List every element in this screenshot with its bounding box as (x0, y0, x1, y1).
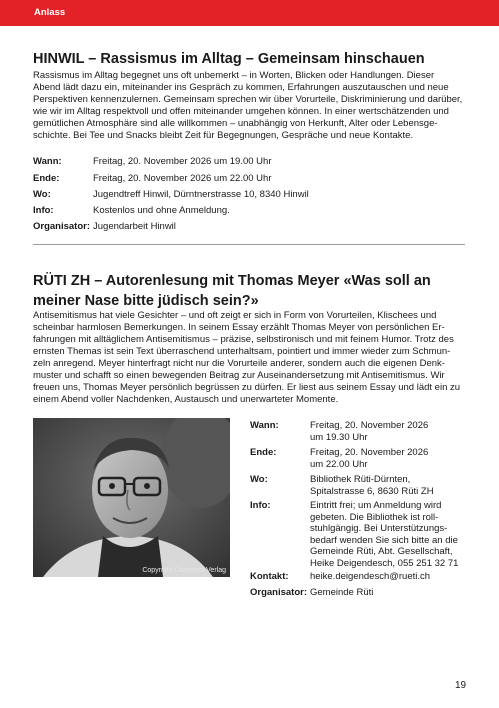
page-number: 19 (455, 680, 467, 691)
detail-line: Gemeinde Rüti, Abt. Gesellschaft, (310, 546, 453, 557)
detail-value (310, 571, 470, 583)
description-line: gemütlichen Atmosphäre sind alle willkommen – unabhängig von Herkunft, Alter oder Lebensge- (33, 118, 438, 129)
event-2-title: RÜTI ZH – Autorenlesung mit Thomas Meyer «Was soll an meiner Nase bitte jüdisch sein?» (33, 273, 431, 309)
detail-line: stuhlgängig. Bei Unterstützungs- (310, 523, 448, 534)
section-header-bar (0, 0, 499, 26)
event-1-description (33, 70, 469, 142)
detail-label: Kontakt: (250, 571, 289, 582)
photo-credit: Copyright Diogenes-Verlag (142, 567, 226, 574)
detail-line: Heike Deigendesch, 055 251 32 71 (310, 557, 459, 569)
detail-label: Ende: (250, 447, 277, 458)
description-line: einem Abend voller Nachdenken, Austausch und unerwarteter Momente. (33, 394, 339, 405)
detail-line: Spitalstrasse 6, 8630 Rüti ZH (310, 485, 434, 497)
detail-label: Wann: (33, 156, 62, 167)
author-photo (33, 418, 230, 577)
detail-label: Wann: (250, 420, 279, 431)
description-line: schichte. Bei Tee und Snacks bleibt Zeit für Begegnungen, Gespräche und neue Kontakte. (33, 130, 414, 141)
description-line: freuen uns, Thomas Meyer persönlich begrüssen zu dürfen. Er liest aus seinem Essay und lädt ein zu (33, 382, 461, 393)
detail-line: Freitag, 20. November 2026 (310, 447, 429, 458)
detail-label: Organisator: (250, 587, 308, 598)
detail-label: Ende: (33, 173, 60, 184)
detail-value: Jugendarbeit Hinwil (93, 221, 176, 232)
description-line: wie wir im Alltag respektvoll und offen miteinander umgehen können. In einer wertschätzenden und (33, 106, 449, 117)
section-divider (33, 244, 465, 245)
detail-label: Wo: (250, 474, 268, 485)
event-2-description (33, 310, 469, 406)
detail-line: Gemeinde Rüti (310, 587, 374, 598)
description-line: fahrungen mit alltäglichem Antisemitismus – präzise, selbstironisch und mit feinem Humor. Trotz des (33, 334, 454, 345)
contact-email[interactable]: heike.deigendesch@rueti.ch (310, 571, 431, 582)
author-portrait-illustration (33, 418, 230, 577)
event-1-title: HINWIL – Rassismus im Alltag – Gemeinsam hinschauen (33, 51, 425, 67)
detail-label: Info: (250, 500, 271, 511)
detail-line: Freitag, 20. November 2026 (310, 420, 429, 431)
detail-line: Bibliothek Rüti-Dürnten, (310, 474, 411, 485)
description-line: Rassismus im Alltag begegnet uns oft unbemerkt – in Worten, Blicken oder Handlungen. Dieser (33, 70, 435, 81)
detail-line: Eintritt frei; um Anmeldung wird (310, 500, 442, 511)
detail-value (310, 500, 470, 569)
section-label: Anlass (34, 7, 66, 18)
description-line: muster und schafft so einen bewegenden Beitrag zur Auseinandersetzung mit Antisemitismus. Wir (33, 370, 445, 381)
detail-line: gebeten. Die Bibliothek ist roll- (310, 511, 439, 523)
detail-value (310, 420, 470, 443)
detail-value: Kostenlos und ohne Anmeldung. (93, 205, 230, 216)
description-line: Perspektiven kennenzulernen. Gemeinsam sprechen wir über Vorurteile, Diskriminierung und darüber, (33, 94, 463, 105)
description-line: zeln anregend. Meyer hinterfragt nicht nur die Vorurteile anderer, sondern auch die eigenen Denk- (33, 358, 445, 369)
detail-value: Freitag, 20. November 2026 um 22.00 Uhr (93, 173, 272, 184)
detail-line: um 19.30 Uhr (310, 431, 368, 443)
detail-value: Freitag, 20. November 2026 um 19.00 Uhr (93, 156, 272, 167)
description-line: ernsten Themas ist sein Text überraschend unterhaltsam, pointiert und immer wieder zum Schmun- (33, 346, 451, 357)
detail-label: Wo: (33, 189, 51, 200)
description-line: Abend lädt dazu ein, miteinander ins Gespräch zu kommen, Erfahrungen auszutauschen und neue (33, 82, 449, 93)
detail-value (310, 447, 470, 470)
detail-value (310, 587, 470, 599)
detail-value: Jugendtreff Hinwil, Dürntnerstrasse 10, 8340 Hinwil (93, 189, 309, 200)
detail-line: bedarf wenden Sie sich bitte an die (310, 534, 458, 546)
detail-label: Info: (33, 205, 54, 216)
description-line: scheinbar harmlosen Bemerkungen. In seinem Essay erzählt Thomas Meyer von persönlichen Er- (33, 322, 445, 333)
detail-value (310, 474, 470, 497)
detail-line: um 22.00 Uhr (310, 458, 368, 470)
description-line: Antisemitismus hat viele Gesichter – und oft zeigt er sich in Form von Vorurteilen, Klischees und (33, 310, 437, 321)
detail-label: Organisator: (33, 221, 91, 232)
